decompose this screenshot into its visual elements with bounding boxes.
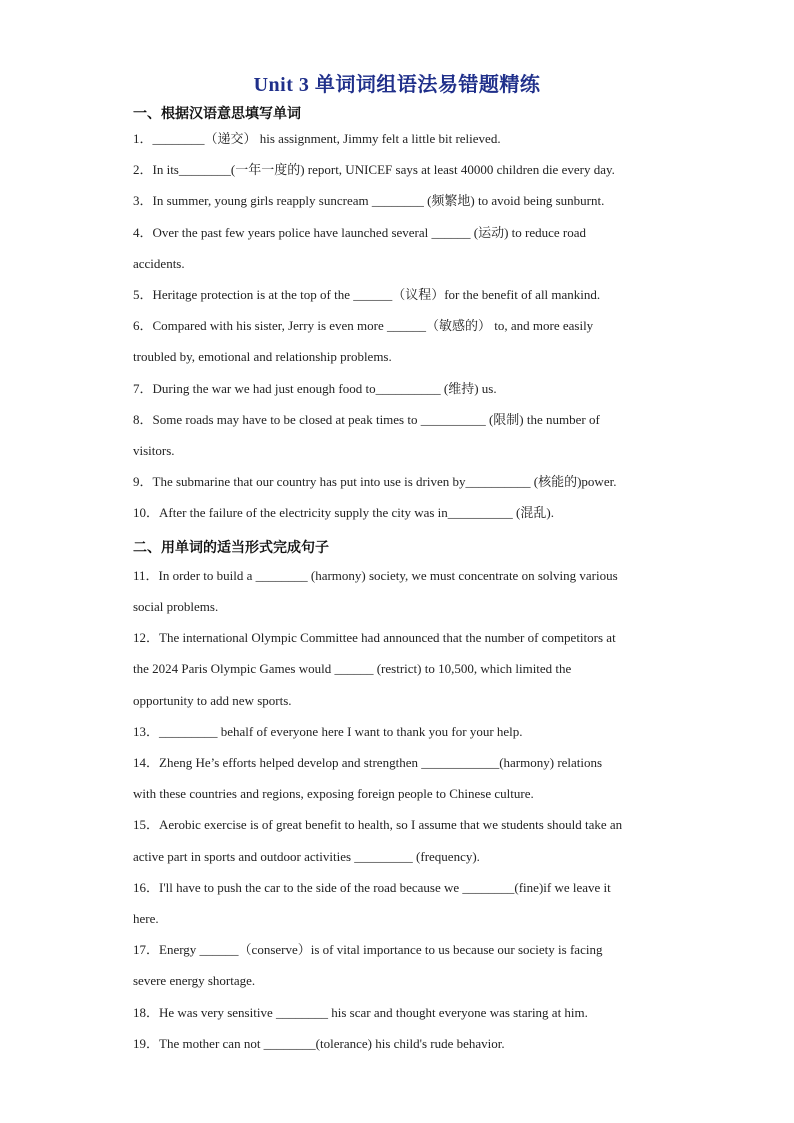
page-title: Unit 3 单词词组语法易错题精练 xyxy=(253,74,541,96)
question-line: 8．Some roads may have to be closed at peak times to __________ (限制) the number of xyxy=(133,412,600,427)
section-heading-1: 一、根据汉语意思填写单词 xyxy=(133,106,301,122)
question-line: 5．Heritage protection is at the top of the ______（议程）for the benefit of all mankind. xyxy=(133,287,601,302)
question-line: 13．_________ behalf of everyone here I want to thank you for your help. xyxy=(133,724,523,739)
question-line: opportunity to add new sports. xyxy=(133,693,292,708)
question-line: with these countries and regions, exposing foreign people to Chinese culture. xyxy=(133,786,534,801)
question-line: 7．During the war we had just enough food to__________ (维持) us. xyxy=(133,381,497,396)
question-line: 3．In summer, young girls reapply suncream ________ (频繁地) to avoid being sunburnt. xyxy=(133,193,605,208)
question-line: 16．I'll have to push the car to the side of the road because we ________(fine)if we leave it xyxy=(133,880,611,895)
question-line: 12．The international Olympic Committee had announced that the number of competitors at xyxy=(133,630,616,645)
question-line: 10．After the failure of the electricity supply the city was in__________ (混乱). xyxy=(133,505,554,520)
question-line: 14．Zheng He’s efforts helped develop and strengthen ____________(harmony) relations xyxy=(133,755,603,770)
question-line: 6．Compared with his sister, Jerry is even more ______（敏感的） to, and more easily xyxy=(133,318,594,333)
question-line: 9．The submarine that our country has put into use is driven by__________ (核能的)power. xyxy=(133,474,617,489)
question-line: the 2024 Paris Olympic Games would ______ (restrict) to 10,500, which limited the xyxy=(133,661,572,676)
question-line: troubled by, emotional and relationship problems. xyxy=(133,349,392,364)
question-line: here. xyxy=(133,911,159,926)
question-line: 17．Energy ______（conserve）is of vital importance to us because our society is facing xyxy=(133,942,603,957)
question-line: 11．In order to build a ________ (harmony) society, we must concentrate on solving various xyxy=(133,568,618,583)
question-line: 1．________（递交） his assignment, Jimmy felt a little bit relieved. xyxy=(133,131,501,146)
question-line: social problems. xyxy=(133,599,219,614)
question-line: severe energy shortage. xyxy=(133,973,256,988)
question-line: visitors. xyxy=(133,443,175,458)
question-line: 15．Aerobic exercise is of great benefit to health, so I assume that we students should take an xyxy=(133,817,623,832)
question-line: 4．Over the past few years police have launched several ______ (运动) to reduce road xyxy=(133,225,587,240)
question-line: 2．In its________(一年一度的) report, UNICEF says at least 40000 children die every day. xyxy=(133,162,615,177)
question-line: active part in sports and outdoor activities _________ (frequency). xyxy=(133,849,480,864)
question-line: 18．He was very sensitive ________ his scar and thought everyone was staring at him. xyxy=(133,1005,588,1020)
question-line: accidents. xyxy=(133,256,185,271)
question-line: 19．The mother can not ________(tolerance) his child's rude behavior. xyxy=(133,1036,505,1051)
section-heading-2: 二、用单词的适当形式完成句子 xyxy=(133,540,329,556)
